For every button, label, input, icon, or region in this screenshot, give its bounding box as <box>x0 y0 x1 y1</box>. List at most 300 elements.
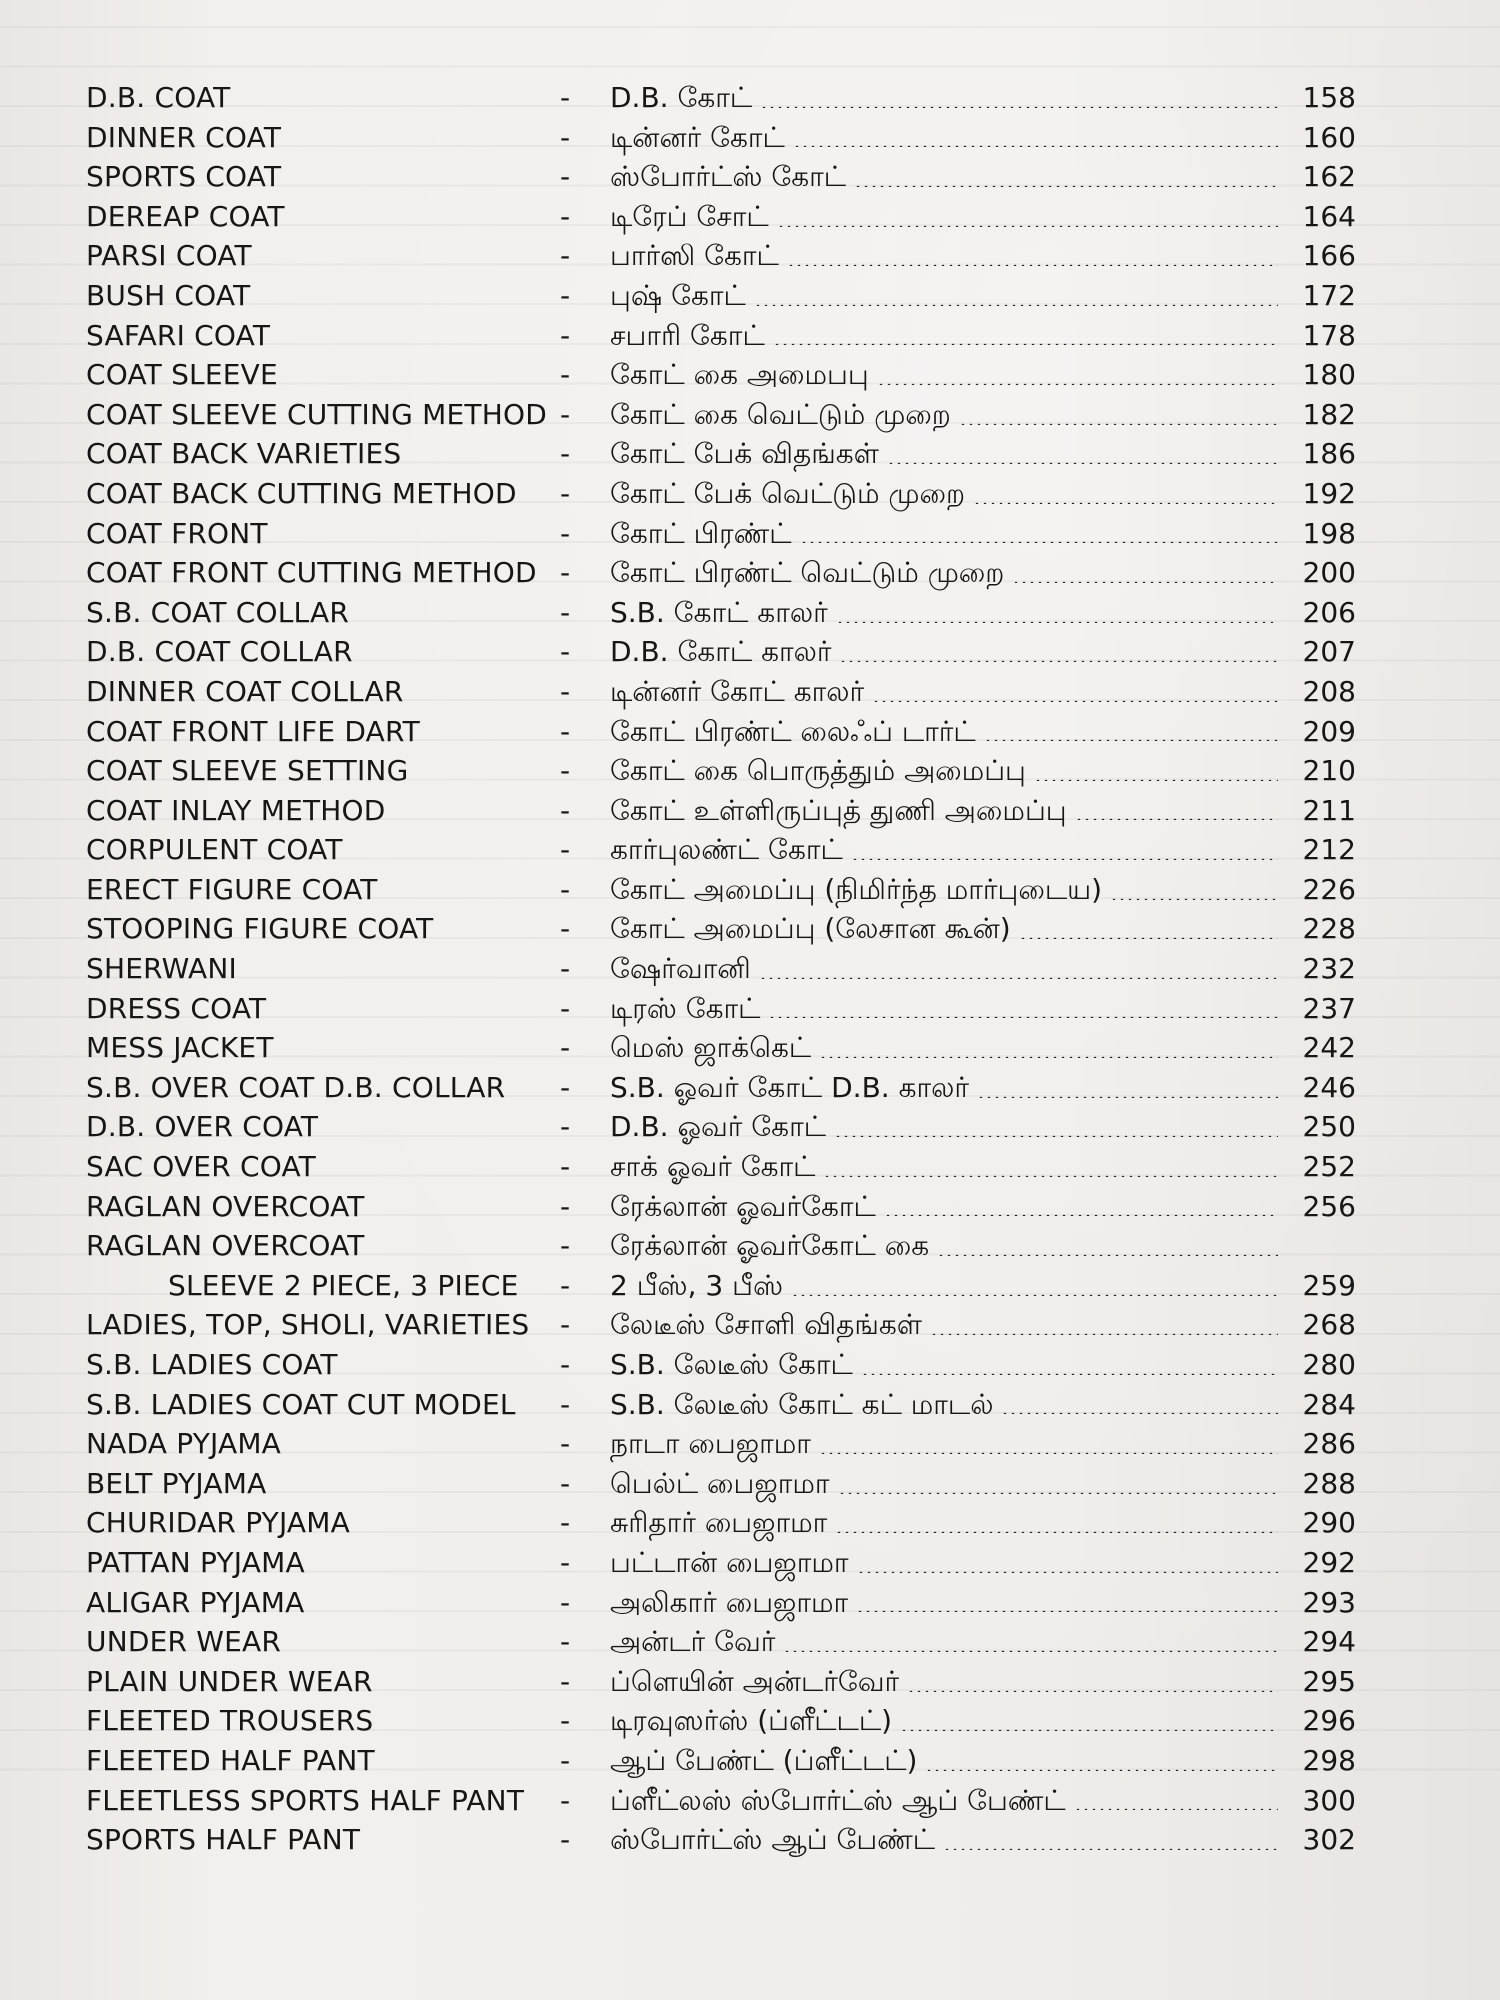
tamil-title: சாக் ஓவர் கோட் <box>610 1150 816 1184</box>
separator-dash: - <box>560 199 571 233</box>
tamil-title-cell <box>610 1424 1286 1464</box>
toc-entry <box>0 395 1500 435</box>
page-number: 242 <box>1302 1031 1356 1065</box>
english-title: COAT BACK VARIETIES <box>86 437 402 471</box>
dot-leader <box>839 660 1278 662</box>
page-number: 164 <box>1302 199 1356 233</box>
tamil-title: ஆப் பேண்ட் (ப்ளீட்டட்) <box>610 1743 918 1777</box>
dot-leader <box>943 1848 1278 1850</box>
toc-entry <box>0 1503 1500 1543</box>
dot-leader <box>856 1610 1278 1612</box>
tamil-title-cell <box>610 870 1286 910</box>
dot-leader <box>1110 898 1278 900</box>
english-title: NADA PYJAMA <box>86 1427 282 1461</box>
page-number: 250 <box>1302 1110 1356 1144</box>
separator-dash: - <box>560 1189 571 1223</box>
page-number: 208 <box>1302 674 1356 708</box>
tamil-title: ப்ளெயின் அன்டர்வேர் <box>610 1664 900 1698</box>
dot-leader <box>800 541 1278 543</box>
tamil-title-cell <box>610 1385 1286 1425</box>
dot-leader <box>1074 1808 1278 1810</box>
english-title: RAGLAN OVERCOAT <box>86 1229 365 1263</box>
separator-dash: - <box>560 1506 571 1540</box>
dot-leader <box>937 1254 1278 1256</box>
tamil-title-cell <box>610 593 1286 633</box>
separator-dash: - <box>560 397 571 431</box>
toc-entry <box>0 1187 1500 1227</box>
separator-dash: - <box>560 1585 571 1619</box>
page-number: 206 <box>1302 595 1356 629</box>
toc-entry <box>0 1345 1500 1385</box>
page-number: 228 <box>1302 912 1356 946</box>
tamil-title-cell <box>610 355 1286 395</box>
separator-dash: - <box>560 952 571 986</box>
tamil-title: நாடா பைஜாமா <box>610 1427 811 1461</box>
tamil-title: S.B. கோட் காலர் <box>610 595 828 629</box>
tamil-title-cell <box>610 1147 1286 1187</box>
tamil-title-cell <box>610 909 1286 949</box>
dot-leader <box>793 145 1278 147</box>
tamil-title-cell <box>610 1345 1286 1385</box>
tamil-title: ரேக்லான் ஓவர்கோட் கை <box>610 1229 930 1263</box>
english-title: SPORTS HALF PANT <box>86 1823 361 1857</box>
tamil-title: D.B. கோட் <box>610 81 753 114</box>
tamil-title-cell <box>610 157 1286 197</box>
dot-leader <box>872 700 1278 702</box>
separator-dash: - <box>560 516 571 550</box>
page-number: 298 <box>1302 1743 1356 1777</box>
english-title: COAT INLAY METHOD <box>86 793 386 827</box>
page-number: 259 <box>1302 1268 1356 1302</box>
separator-dash: - <box>560 1268 571 1302</box>
separator-dash: - <box>560 239 571 273</box>
page-number: 300 <box>1302 1783 1356 1817</box>
tamil-title: பட்டான் பைஜாமா <box>610 1545 849 1579</box>
english-title: PLAIN UNDER WEAR <box>86 1664 373 1698</box>
page-number: 198 <box>1302 516 1356 550</box>
page-number: 232 <box>1302 952 1356 986</box>
page-number: 294 <box>1302 1625 1356 1659</box>
separator-dash: - <box>560 1625 571 1659</box>
tamil-title-cell <box>610 1741 1286 1781</box>
tamil-title: பெல்ட் பைஜாமா <box>610 1466 830 1500</box>
separator-dash: - <box>560 278 571 312</box>
toc-entry <box>0 276 1500 316</box>
english-title: CHURIDAR PYJAMA <box>86 1506 350 1540</box>
english-title: COAT FRONT LIFE DART <box>86 714 420 748</box>
tamil-title-cell <box>610 1266 1286 1306</box>
toc-entry <box>0 514 1500 554</box>
english-title: SLEEVE 2 PIECE, 3 PIECE <box>168 1268 519 1302</box>
english-title: S.B. OVER COAT D.B. COLLAR <box>86 1070 506 1104</box>
dot-leader <box>754 304 1278 306</box>
english-title: COAT SLEEVE CUTTING METHOD <box>86 397 547 431</box>
tamil-title-cell <box>610 514 1286 554</box>
tamil-title: டிரஸ் கோட் <box>610 991 761 1025</box>
dot-leader <box>835 1531 1278 1533</box>
separator-dash: - <box>560 714 571 748</box>
tamil-title-cell <box>610 830 1286 870</box>
tamil-title: டின்னர் கோட் காலர் <box>610 674 865 708</box>
english-title: ERECT FIGURE COAT <box>86 872 378 906</box>
english-title: STOOPING FIGURE COAT <box>86 912 434 946</box>
tamil-title: சுரிதார் பைஜாமா <box>610 1506 828 1540</box>
separator-dash: - <box>560 595 571 629</box>
toc-entry <box>0 830 1500 870</box>
tamil-title: கோட் பேக் விதங்கள் <box>610 437 879 471</box>
tamil-title-cell <box>610 236 1286 276</box>
toc-entry <box>0 474 1500 514</box>
english-title: D.B. OVER COAT <box>86 1110 319 1144</box>
tamil-title-cell <box>610 1583 1286 1623</box>
separator-dash: - <box>560 1031 571 1065</box>
english-title: S.B. LADIES COAT <box>86 1348 338 1381</box>
dot-leader <box>1019 937 1278 939</box>
separator-dash: - <box>560 318 571 352</box>
separator-dash: - <box>560 1308 571 1342</box>
tamil-title: டிரவுஸர்ஸ் (ப்ளீட்டட்) <box>610 1704 893 1738</box>
english-title: SPORTS COAT <box>86 160 282 194</box>
english-title: LADIES, TOP, SHOLI, VARIETIES <box>86 1308 530 1342</box>
tamil-title: கோட் அமைப்பு (லேசான கூன்) <box>610 912 1011 946</box>
toc-entry <box>0 672 1500 712</box>
dot-leader <box>977 1096 1278 1098</box>
page-number: 292 <box>1302 1545 1356 1579</box>
dot-leader <box>834 1135 1278 1137</box>
separator-dash: - <box>560 912 571 946</box>
toc-entry <box>0 1107 1500 1147</box>
tamil-title: கோட் கை வெட்டும் முறை <box>610 397 951 431</box>
tamil-title-cell <box>610 316 1286 356</box>
tamil-title-cell <box>610 474 1286 514</box>
separator-dash: - <box>560 1466 571 1500</box>
separator-dash: - <box>560 1545 571 1579</box>
page-number: 166 <box>1302 239 1356 273</box>
english-title: BELT PYJAMA <box>86 1466 267 1500</box>
tamil-title: பார்ஸி கோட் <box>610 239 779 273</box>
tamil-title-cell <box>610 949 1286 989</box>
separator-dash: - <box>560 1664 571 1698</box>
english-title: SAC OVER COAT <box>86 1150 316 1184</box>
page-number: 246 <box>1302 1070 1356 1104</box>
tamil-title: கோட் அமைப்பு (நிமிர்ந்த மார்புடைய) <box>610 872 1103 906</box>
tamil-title: கோட் பிரண்ட் <box>610 516 792 550</box>
tamil-title: கோட் பிரண்ட் வெட்டும் முறை <box>610 556 1005 590</box>
english-title: DINNER COAT <box>86 120 282 154</box>
english-title: D.B. COAT <box>86 81 231 114</box>
page-number: 284 <box>1302 1387 1356 1421</box>
separator-dash: - <box>560 476 571 510</box>
separator-dash: - <box>560 556 571 590</box>
english-title: COAT BACK CUTTING METHOD <box>86 476 517 510</box>
dot-leader <box>930 1333 1278 1335</box>
tamil-title: ப்ளீட்லஸ் ஸ்போர்ட்ஸ் ஆப் பேண்ட் <box>610 1783 1066 1817</box>
toc-entry <box>0 355 1500 395</box>
tamil-title-cell <box>610 276 1286 316</box>
tamil-title-cell <box>610 434 1286 474</box>
tamil-title: சபாரி கோட் <box>610 318 765 352</box>
tamil-title: ரேக்லான் ஓவர்கோட் <box>610 1189 876 1223</box>
dot-leader <box>787 264 1278 266</box>
separator-dash: - <box>560 1348 571 1381</box>
page-number: 160 <box>1302 120 1356 154</box>
page-number: 288 <box>1302 1466 1356 1500</box>
toc-entry <box>0 1424 1500 1464</box>
page-number: 200 <box>1302 556 1356 590</box>
toc-entry <box>0 1028 1500 1068</box>
english-title: COAT FRONT <box>86 516 268 550</box>
tamil-title: கோட் பேக் வெட்டும் முறை <box>610 476 966 510</box>
toc-entry <box>0 1226 1500 1266</box>
dot-leader <box>854 185 1278 187</box>
page-number: 290 <box>1302 1506 1356 1540</box>
english-title: RAGLAN OVERCOAT <box>86 1189 365 1223</box>
toc-entry <box>0 1385 1500 1425</box>
tamil-title-cell <box>610 1543 1286 1583</box>
tamil-title-cell <box>610 632 1286 672</box>
tamil-title-cell <box>610 78 1286 118</box>
tamil-title-cell <box>610 395 1286 435</box>
page-number: 252 <box>1302 1150 1356 1184</box>
tamil-title: மெஸ் ஜாக்கெட் <box>610 1031 812 1065</box>
separator-dash: - <box>560 437 571 471</box>
toc-entry <box>0 1147 1500 1187</box>
page-number: 192 <box>1302 476 1356 510</box>
page-number: 280 <box>1302 1348 1356 1381</box>
toc-entry <box>0 1662 1500 1702</box>
page-number: 210 <box>1302 754 1356 788</box>
english-title: ALIGAR PYJAMA <box>86 1585 305 1619</box>
tamil-title-cell <box>610 197 1286 237</box>
english-title: DINNER COAT COLLAR <box>86 674 404 708</box>
separator-dash: - <box>560 1110 571 1144</box>
tamil-title-cell <box>610 118 1286 158</box>
tamil-title: D.B. கோட் காலர் <box>610 635 832 669</box>
dot-leader <box>857 1571 1278 1573</box>
tamil-title-cell <box>610 1701 1286 1741</box>
tamil-title-cell <box>610 1820 1286 1860</box>
dot-leader <box>984 739 1278 741</box>
tamil-title-cell <box>610 1107 1286 1147</box>
tamil-title-cell <box>610 1622 1286 1662</box>
tamil-title: அன்டர் வேர் <box>610 1625 776 1659</box>
separator-dash: - <box>560 991 571 1025</box>
toc-entry <box>0 870 1500 910</box>
dot-leader <box>887 462 1278 464</box>
page-number: 172 <box>1302 278 1356 312</box>
tamil-title-cell <box>610 712 1286 752</box>
english-title: FLEETED HALF PANT <box>86 1743 375 1777</box>
separator-dash: - <box>560 872 571 906</box>
dot-leader <box>823 1175 1278 1177</box>
tamil-title: ஸ்போர்ட்ஸ் கோட் <box>610 160 847 194</box>
dot-leader <box>759 977 1278 979</box>
tamil-title-cell <box>610 1305 1286 1345</box>
page-number: 295 <box>1302 1664 1356 1698</box>
page-number: 162 <box>1302 160 1356 194</box>
tamil-title: கோட் பிரண்ட் லைஃப் டார்ட் <box>610 714 976 748</box>
page-number: 182 <box>1302 397 1356 431</box>
tamil-title: கார்புலண்ட் கோட் <box>610 833 843 867</box>
toc-entry <box>0 1543 1500 1583</box>
dot-leader <box>1001 1412 1278 1414</box>
tamil-title: S.B. லேடீஸ் கோட் <box>610 1348 853 1381</box>
toc-entry <box>0 1266 1500 1306</box>
tamil-title-cell <box>610 989 1286 1029</box>
english-title: COAT SLEEVE <box>86 358 278 392</box>
tamil-title: புஷ் கோட் <box>610 278 746 312</box>
dot-leader <box>773 343 1278 345</box>
dot-leader <box>973 502 1278 504</box>
tamil-title: S.B. லேடீஸ் கோட் கட் மாடல் <box>610 1387 994 1421</box>
separator-dash: - <box>560 754 571 788</box>
english-title: UNDER WEAR <box>86 1625 282 1659</box>
dot-leader <box>1012 581 1278 583</box>
separator-dash: - <box>560 358 571 392</box>
english-title: COAT FRONT CUTTING METHOD <box>86 556 537 590</box>
separator-dash: - <box>560 120 571 154</box>
dot-leader <box>819 1056 1278 1058</box>
tamil-title: லேடீஸ் சோளி விதங்கள் <box>610 1308 923 1342</box>
toc-entry <box>0 751 1500 791</box>
tamil-title: ஷேர்வானி <box>610 952 751 986</box>
english-title: FLEETED TROUSERS <box>86 1704 374 1738</box>
tamil-title-cell <box>610 1662 1286 1702</box>
separator-dash: - <box>560 1070 571 1104</box>
page-number: 302 <box>1302 1823 1356 1857</box>
english-title: SAFARI COAT <box>86 318 271 352</box>
separator-dash: - <box>560 635 571 669</box>
toc-entry <box>0 434 1500 474</box>
page-number: 212 <box>1302 833 1356 867</box>
separator-dash: - <box>560 1150 571 1184</box>
english-title: S.B. LADIES COAT CUT MODEL <box>86 1387 516 1421</box>
tamil-title-cell <box>610 1781 1286 1821</box>
english-title: SHERWANI <box>86 952 237 986</box>
page-number: 293 <box>1302 1585 1356 1619</box>
separator-dash: - <box>560 1783 571 1817</box>
dot-leader <box>838 1492 1278 1494</box>
dot-leader <box>907 1690 1278 1692</box>
page-number: 237 <box>1302 991 1356 1025</box>
tamil-title-cell <box>610 1187 1286 1227</box>
tamil-title: டிரேப் சோட் <box>610 199 769 233</box>
toc-entry <box>0 632 1500 672</box>
toc-entry <box>0 1068 1500 1108</box>
english-title: PATTAN PYJAMA <box>86 1545 305 1579</box>
dot-leader <box>777 225 1278 227</box>
toc-entry <box>0 1464 1500 1504</box>
english-title: MESS JACKET <box>86 1031 274 1065</box>
toc-entry <box>0 197 1500 237</box>
toc-entry <box>0 593 1500 633</box>
page-number: 286 <box>1302 1427 1356 1461</box>
tamil-title: கோட் உள்ளிருப்புத் துணி அமைப்பு <box>610 793 1067 827</box>
page-number: 180 <box>1302 358 1356 392</box>
tamil-title: டின்னர் கோட் <box>610 120 785 154</box>
separator-dash: - <box>560 674 571 708</box>
toc-entry <box>0 791 1500 831</box>
page-number: 256 <box>1302 1189 1356 1223</box>
dot-leader <box>884 1214 1278 1216</box>
english-title: PARSI COAT <box>86 239 252 273</box>
english-title: BUSH COAT <box>86 278 251 312</box>
toc-entry <box>0 1781 1500 1821</box>
toc-entry <box>0 78 1500 118</box>
separator-dash: - <box>560 160 571 194</box>
toc-entry <box>0 118 1500 158</box>
separator-dash: - <box>560 833 571 867</box>
toc-entry <box>0 236 1500 276</box>
dot-leader <box>791 1294 1278 1296</box>
dot-leader <box>819 1452 1278 1454</box>
dot-leader <box>768 1016 1278 1018</box>
page-number: 211 <box>1302 793 1356 827</box>
tamil-title-cell <box>610 1028 1286 1068</box>
separator-dash: - <box>560 81 571 114</box>
toc-entry <box>0 553 1500 593</box>
tamil-title: S.B. ஓவர் கோட் D.B. காலர் <box>610 1070 969 1104</box>
tamil-title: D.B. ஓவர் கோட் <box>610 1110 826 1144</box>
tamil-title-cell <box>610 791 1286 831</box>
dot-leader <box>760 106 1278 108</box>
page-number: 186 <box>1302 437 1356 471</box>
tamil-title: கோட் கை பொருத்தும் அமைப்பு <box>610 754 1026 788</box>
table-of-contents <box>0 78 1500 1860</box>
separator-dash: - <box>560 1387 571 1421</box>
dot-leader <box>877 383 1278 385</box>
separator-dash: - <box>560 1704 571 1738</box>
toc-entry <box>0 1820 1500 1860</box>
tamil-title: அலிகார் பைஜாமா <box>610 1585 849 1619</box>
english-title: DRESS COAT <box>86 991 267 1025</box>
tamil-title-cell <box>610 751 1286 791</box>
separator-dash: - <box>560 1743 571 1777</box>
tamil-title: 2 பீஸ், 3 பீஸ் <box>610 1268 784 1302</box>
tamil-title-cell <box>610 1503 1286 1543</box>
tamil-title-cell <box>610 1464 1286 1504</box>
tamil-title-cell <box>610 672 1286 712</box>
english-title: CORPULENT COAT <box>86 833 343 867</box>
toc-entry <box>0 1305 1500 1345</box>
separator-dash: - <box>560 793 571 827</box>
tamil-title-cell <box>610 1068 1286 1108</box>
english-title: D.B. COAT COLLAR <box>86 635 353 669</box>
toc-entry <box>0 712 1500 752</box>
tamil-title: ஸ்போர்ட்ஸ் ஆப் பேண்ட் <box>610 1823 936 1857</box>
tamil-title-cell <box>610 1226 1286 1266</box>
separator-dash: - <box>560 1229 571 1263</box>
toc-entry <box>0 949 1500 989</box>
page-number: 268 <box>1302 1308 1356 1342</box>
english-title: S.B. COAT COLLAR <box>86 595 350 629</box>
dot-leader <box>783 1650 1278 1652</box>
page-number: 226 <box>1302 872 1356 906</box>
dot-leader <box>851 858 1278 860</box>
english-title: FLEETLESS SPORTS HALF PANT <box>86 1783 525 1817</box>
dot-leader <box>1075 818 1278 820</box>
dot-leader <box>959 423 1278 425</box>
dot-leader <box>925 1769 1278 1771</box>
page-number: 178 <box>1302 318 1356 352</box>
tamil-title-cell <box>610 553 1286 593</box>
english-title: COAT SLEEVE SETTING <box>86 754 409 788</box>
english-title: DEREAP COAT <box>86 199 285 233</box>
toc-entry <box>0 1741 1500 1781</box>
dot-leader <box>836 621 1278 623</box>
toc-entry <box>0 1622 1500 1662</box>
toc-entry <box>0 909 1500 949</box>
